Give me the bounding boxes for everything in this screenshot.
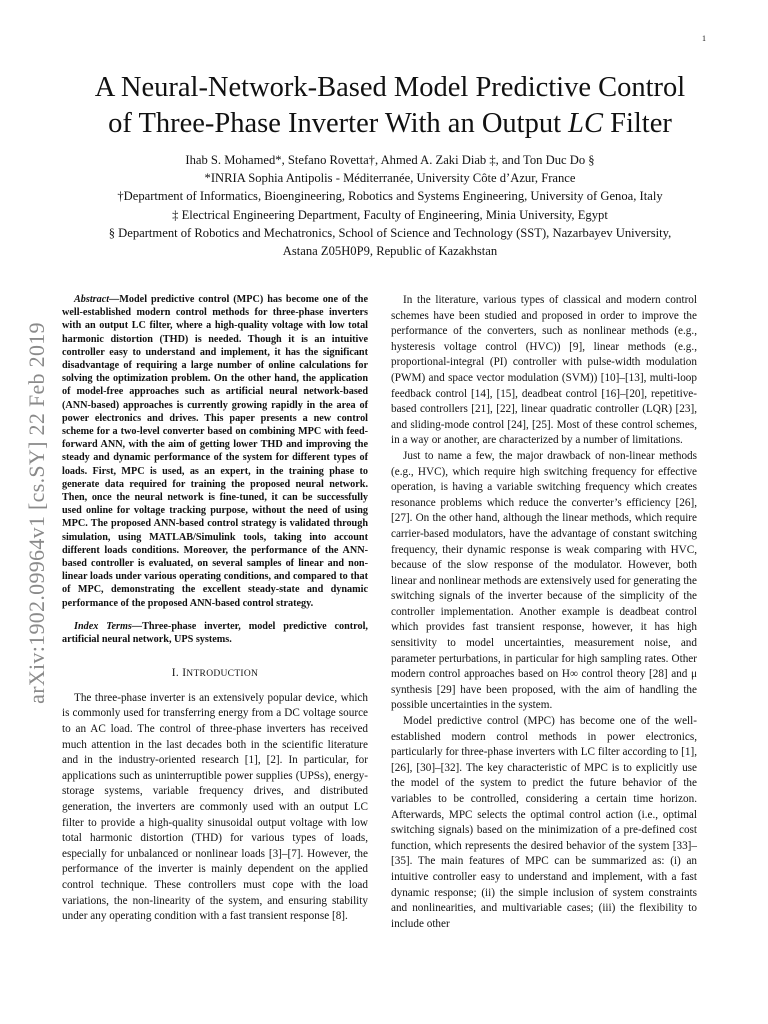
- intro-paragraph: The three-phase inverter is an extensively popular device, which is commonly used for transferring energy from a DC voltage source to an AC load. The control of three-phase inverters has received much attention in the last decades both in the scientific literature and in the industry-oriented research [1], [2]. In particular, for applications such as uninterruptible power supplies (UPSs), energy-storage systems, variable frequency drives, and distributed generation, the inverters are commonly used with an output LC filter to provide a high-quality sinusoidal output voltage with low total harmonic distortion (THD) for various types of loads, especially for unbalanced or nonlinear loads [3]–[7]. However, the performance of the inverter is mainly dependent on the applied control technique. These controllers must cope with the load variations, the non-linearity of the system, and ensuring stability under any operating condition with a fast transient response [8].: [62, 691, 368, 923]
- author-block: [60, 151, 720, 260]
- index-terms: [62, 620, 368, 646]
- title-line-2-end: Filter: [603, 108, 672, 139]
- arxiv-stamp-text: arXiv:1902.09964v1 [cs.SY] 22 Feb 2019: [24, 322, 49, 704]
- affiliation-nazarbayev: § Department of Robotics and Mechatronics, School of Science and Technology (SST), Nazarbayev University,: [108, 225, 672, 240]
- affiliation-minia: ‡ Electrical Engineering Department, Faculty of Engineering, Minia University, Egypt: [172, 207, 608, 222]
- section-heading-introduction: [62, 666, 368, 683]
- abstract: [62, 293, 368, 610]
- affiliation-genoa: †Department of Informatics, Bioengineering, Robotics and Systems Engineering, University of Genoa, Italy: [117, 189, 663, 204]
- index-terms-text: Three-phase inverter, model predictive control, artificial neural network, UPS systems.: [62, 620, 368, 646]
- section-number: I.: [171, 667, 180, 680]
- abstract-label: Abstract—: [74, 294, 120, 305]
- section-initial: I: [182, 667, 187, 680]
- abstract-text: Model predictive control (MPC) has become one of the well-established modern control methods for three-phase inverters with an output LC filter, where a high-quality voltage with low total harmonic distortion (THD) is needed. Though it is an intuitive controller easy to understand and implement, it has the significant disadvantage of requiring a large number of online calculations for solving the optimization problem. On the other hand, the application of model-free approaches such as artificial neural network-based (ANN-based) approaches is currently growing rapidly in the area of power electronics and drives. This paper presents a new control scheme for a two-level converter based on combining MPC with feed-forward ANN, with the aim of getting lower THD and improving the steady and dynamic performance of the system for different types of loads. First, MPC is used, as an expert, in the training phase to generate data required for training the proposed neural network. Then, once the neural network is fine-tuned, it can be successfully used online for voltage tracking purpose, without the need of using MPC. The proposed ANN-based control strategy is validated through simulation, using MATLAB/Simulink tools, taking into account different loads conditions. Moreover, the performance of the ANN-based controller is evaluated, on several samples of linear and non-linear loads under various operating conditions, and compared to that of MPC, demonstrating the excellent steady-state and dynamic performance of the proposed ANN-based control strategy.: [62, 294, 368, 609]
- mpc-paragraph: Model predictive control (MPC) has become one of the well-established modern control methods in power electronics, particularly for three-phase inverters with LC filter according to [1], [26], [30]–[32]. The key characteristic of MPC is to explicitly use the model of the system to predict the future behavior of the variables to be controlled, considering a certain time horizon. Afterwards, MPC selects the optimal control action (i.e., optimal switching signals) based on the minimization of a pre-defined cost function, which represents the desired behavior of the system [33]–[35]. The main features of MPC can be summarized as: (i) an intuitive controller easy to understand and implement, with a fast dynamic response; (ii) the simple inclusion of system constraints and nonlinearities, and multivariable cases; (iii) the flexibility to include other: [391, 715, 697, 930]
- literature-paragraph: In the literature, various types of classical and modern control schemes have been studied and proposed in order to improve the performance of the converters, such as nonlinear methods (e.g., hysteresis voltage control (HVC)) [9], linear methods (e.g., proportional-integral (PI) controller with pulse-width modulation (PWM) and space vector modulation (SVM)) [10]–[13], multi-loop feedback control [14], [15], deadbeat control [16]–[20], repetitive-based controllers [21], [22], linear quadratic controller (LQR) [23], and sliding-mode control [24], [25]. Most of these control schemes, in a way or another, are characterized by a number of limitations.: [391, 294, 697, 447]
- paper-title: [60, 70, 720, 142]
- title-line-1: A Neural-Network-Based Model Predictive Control: [94, 72, 686, 103]
- author-names: Ihab S. Mohamed*, Stefano Rovetta†, Ahmed A. Zaki Diab ‡, and Ton Duc Do §: [185, 153, 595, 167]
- title-lc-symbol: LC: [568, 108, 603, 139]
- affiliation-inria: *INRIA Sophia Antipolis - Méditerranée, University Côte d’Azur, France: [204, 171, 576, 186]
- right-column: [391, 293, 697, 932]
- title-line-2-start: of Three-Phase Inverter With an Output: [108, 108, 569, 139]
- arxiv-identifier-stamp: [22, 268, 52, 758]
- drawbacks-paragraph: Just to name a few, the major drawback of non-linear methods (e.g., HVC), which require high switching frequency for effective operation, is having a variable switching frequency which creates resonance problems which reduce the converter’s efficiency [26], [27]. On the other hand, although the linear methods, which require carrier-based modulators, have the advantage of constant switching frequency, their dynamic response is weak comparing with HVC, because of the slow response of the modulator. However, both linear and nonlinear methods are extensively used for generating the switching signals of the inverter because of the simplicity of the controller implementation. Another example is deadbeat control which provides fast transient response, however, it has high sensitivity to model uncertainties, measurement noise, and parameter perturbations, in particular for high sampling rates. Other modern control approaches based on H∞ control theory [28] and μ synthesis [29] have been proposed, with the aim of handling the possible uncertainties in the system.: [391, 449, 697, 712]
- affiliation-nazarbayev-address: Astana Z05H0P9, Republic of Kazakhstan: [282, 244, 498, 259]
- index-terms-label: Index Terms—: [74, 620, 143, 632]
- page-number: 1: [702, 34, 706, 43]
- section-title-rest: NTRODUCTION: [186, 669, 259, 680]
- left-column: [62, 293, 368, 925]
